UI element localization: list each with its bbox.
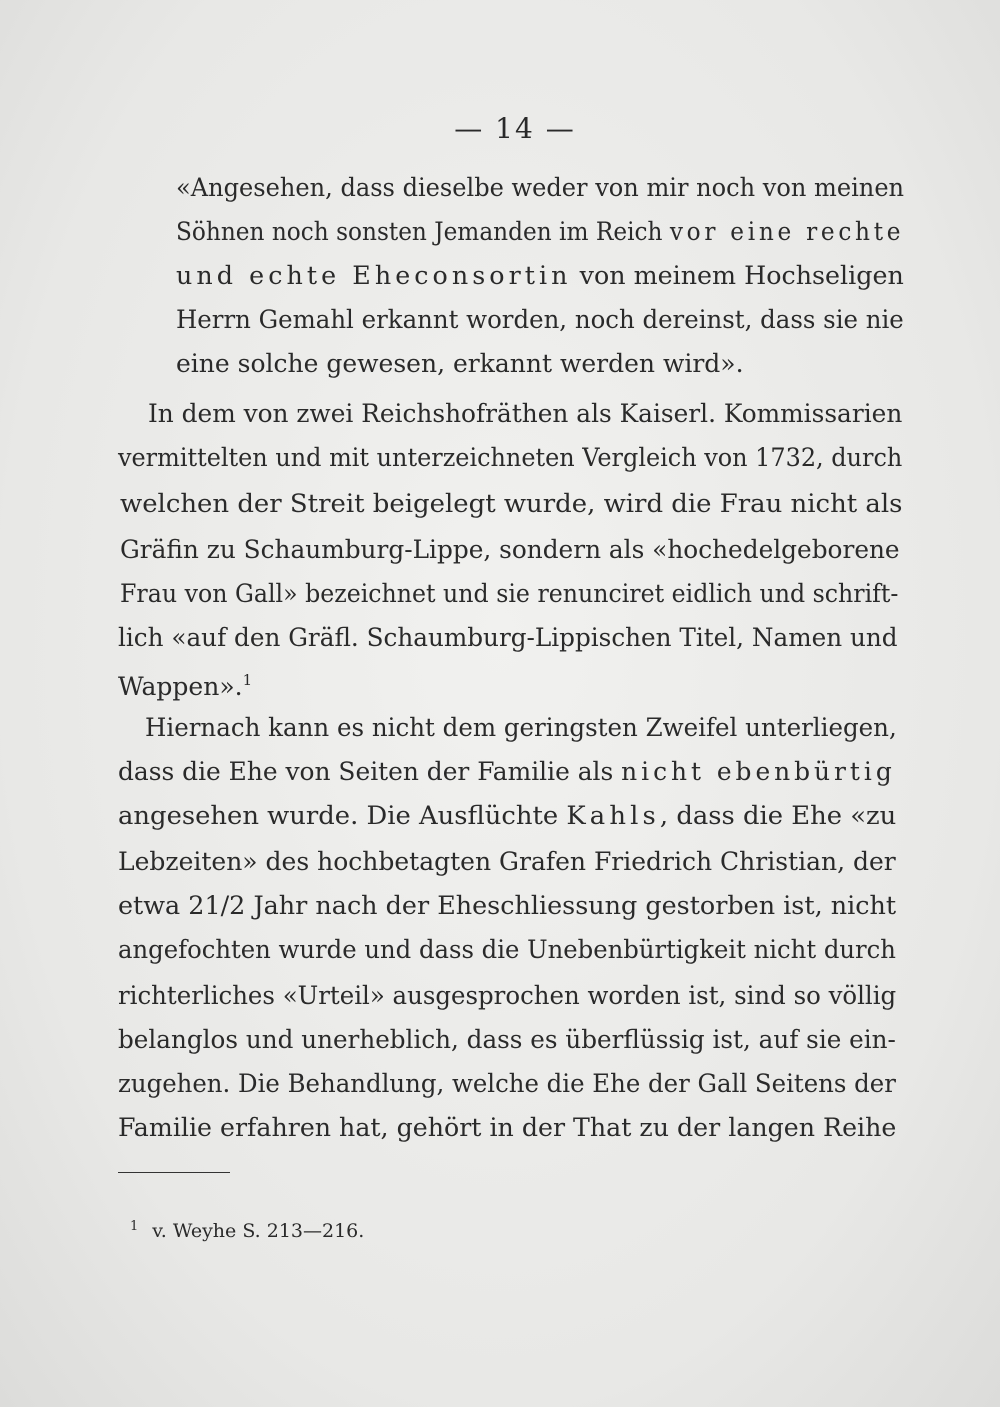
fraction: 1/2 bbox=[204, 891, 246, 920]
text-line bbox=[176, 216, 904, 248]
text-line bbox=[176, 172, 904, 204]
text-line bbox=[176, 348, 744, 380]
footnote bbox=[130, 1219, 364, 1242]
text-run: In dem von zwei Reichshofräthen als Kaiserl. Kommissarien bbox=[148, 399, 903, 428]
text-run: Frau von Gall» bezeichnet und sie renunciret eidlich und schrift- bbox=[120, 579, 899, 608]
page-number: — 14 — bbox=[454, 112, 576, 145]
text-run: richterliches «Urteil» ausgesprochen worden ist, sind so völlig bbox=[118, 981, 897, 1010]
text-run: «Angesehen, dass dieselbe weder von mir noch von meinen bbox=[176, 173, 905, 202]
text-run: eine solche gewesen, erkannt werden wird». bbox=[176, 349, 744, 378]
spaced-text: vor eine rechte bbox=[669, 217, 905, 246]
text-line bbox=[145, 712, 897, 744]
text-line bbox=[176, 304, 904, 336]
text-run: angesehen wurde. Die Ausflüchte bbox=[118, 801, 559, 830]
text-line bbox=[120, 578, 898, 610]
text-run: Söhnen noch sonsten Jemanden im Reich bbox=[176, 217, 663, 246]
text-run: etwa 2 bbox=[118, 891, 205, 920]
text-line bbox=[118, 1024, 896, 1056]
text-run: zugehen. Die Behandlung, welche die Ehe der Gall Seitens der bbox=[118, 1069, 896, 1098]
text-line bbox=[118, 934, 896, 966]
text-run: welchen der Streit beigelegt wurde, wird die Frau nicht als bbox=[120, 489, 903, 518]
text-run: von meinem Hochseligen bbox=[579, 261, 904, 290]
text-line bbox=[118, 1068, 896, 1100]
text-line bbox=[118, 890, 896, 922]
text-line bbox=[148, 398, 902, 430]
text-run: , dass die Ehe «zu bbox=[659, 801, 897, 830]
text-line bbox=[118, 756, 896, 788]
footnote-mark: 1 bbox=[130, 1219, 139, 1234]
footnote-reference: 1 bbox=[242, 671, 253, 689]
text-run: Hiernach kann es nicht dem geringsten Zweifel unterliegen, bbox=[145, 713, 897, 742]
text-line bbox=[118, 980, 896, 1012]
text-line bbox=[118, 800, 896, 832]
text-run: Gräfin zu Schaumburg-Lippe, sondern als «hochedelgeborene bbox=[120, 535, 900, 564]
footnote-text: v. Weyhe S. 213—216. bbox=[152, 1220, 365, 1242]
text-run: dass die Ehe von Seiten der Familie als bbox=[118, 757, 614, 786]
text-line bbox=[120, 534, 900, 566]
text-run: Jahr nach der Eheschliessung gestorben ist, nicht bbox=[245, 891, 897, 920]
text-run: lich «auf den Gräfl. Schaumburg-Lippischen Titel, Namen und bbox=[118, 623, 898, 652]
text-run: vermittelten und mit unterzeichneten Vergleich von 1732, durch bbox=[118, 443, 903, 472]
text-line bbox=[118, 622, 898, 654]
text-line bbox=[118, 1112, 896, 1144]
text-line bbox=[120, 488, 902, 520]
text-run: Wappen». bbox=[118, 672, 243, 701]
text-run: Familie erfahren hat, gehört in der That zu der langen Reihe bbox=[118, 1113, 897, 1142]
text-line bbox=[118, 442, 902, 474]
spaced-text: und echte Eheconsortin bbox=[176, 261, 572, 290]
text-run: belanglos und unerheblich, dass es überflüssig ist, auf sie ein- bbox=[118, 1025, 896, 1054]
text-run: Herrn Gemahl erkannt worden, noch dereinst, dass sie nie bbox=[176, 305, 904, 334]
text-line bbox=[118, 846, 896, 878]
text-run: Lebzeiten» des hochbetagten Grafen Friedrich Christian, der bbox=[118, 847, 896, 876]
text-line bbox=[176, 260, 904, 292]
spaced-text: Kahls bbox=[566, 801, 660, 830]
text-line bbox=[118, 664, 252, 703]
spaced-text: nicht ebenbürtig bbox=[621, 757, 896, 786]
footnote-divider bbox=[118, 1172, 230, 1173]
text-run: angefochten wurde und dass die Unebenbürtigkeit nicht durch bbox=[118, 935, 896, 964]
